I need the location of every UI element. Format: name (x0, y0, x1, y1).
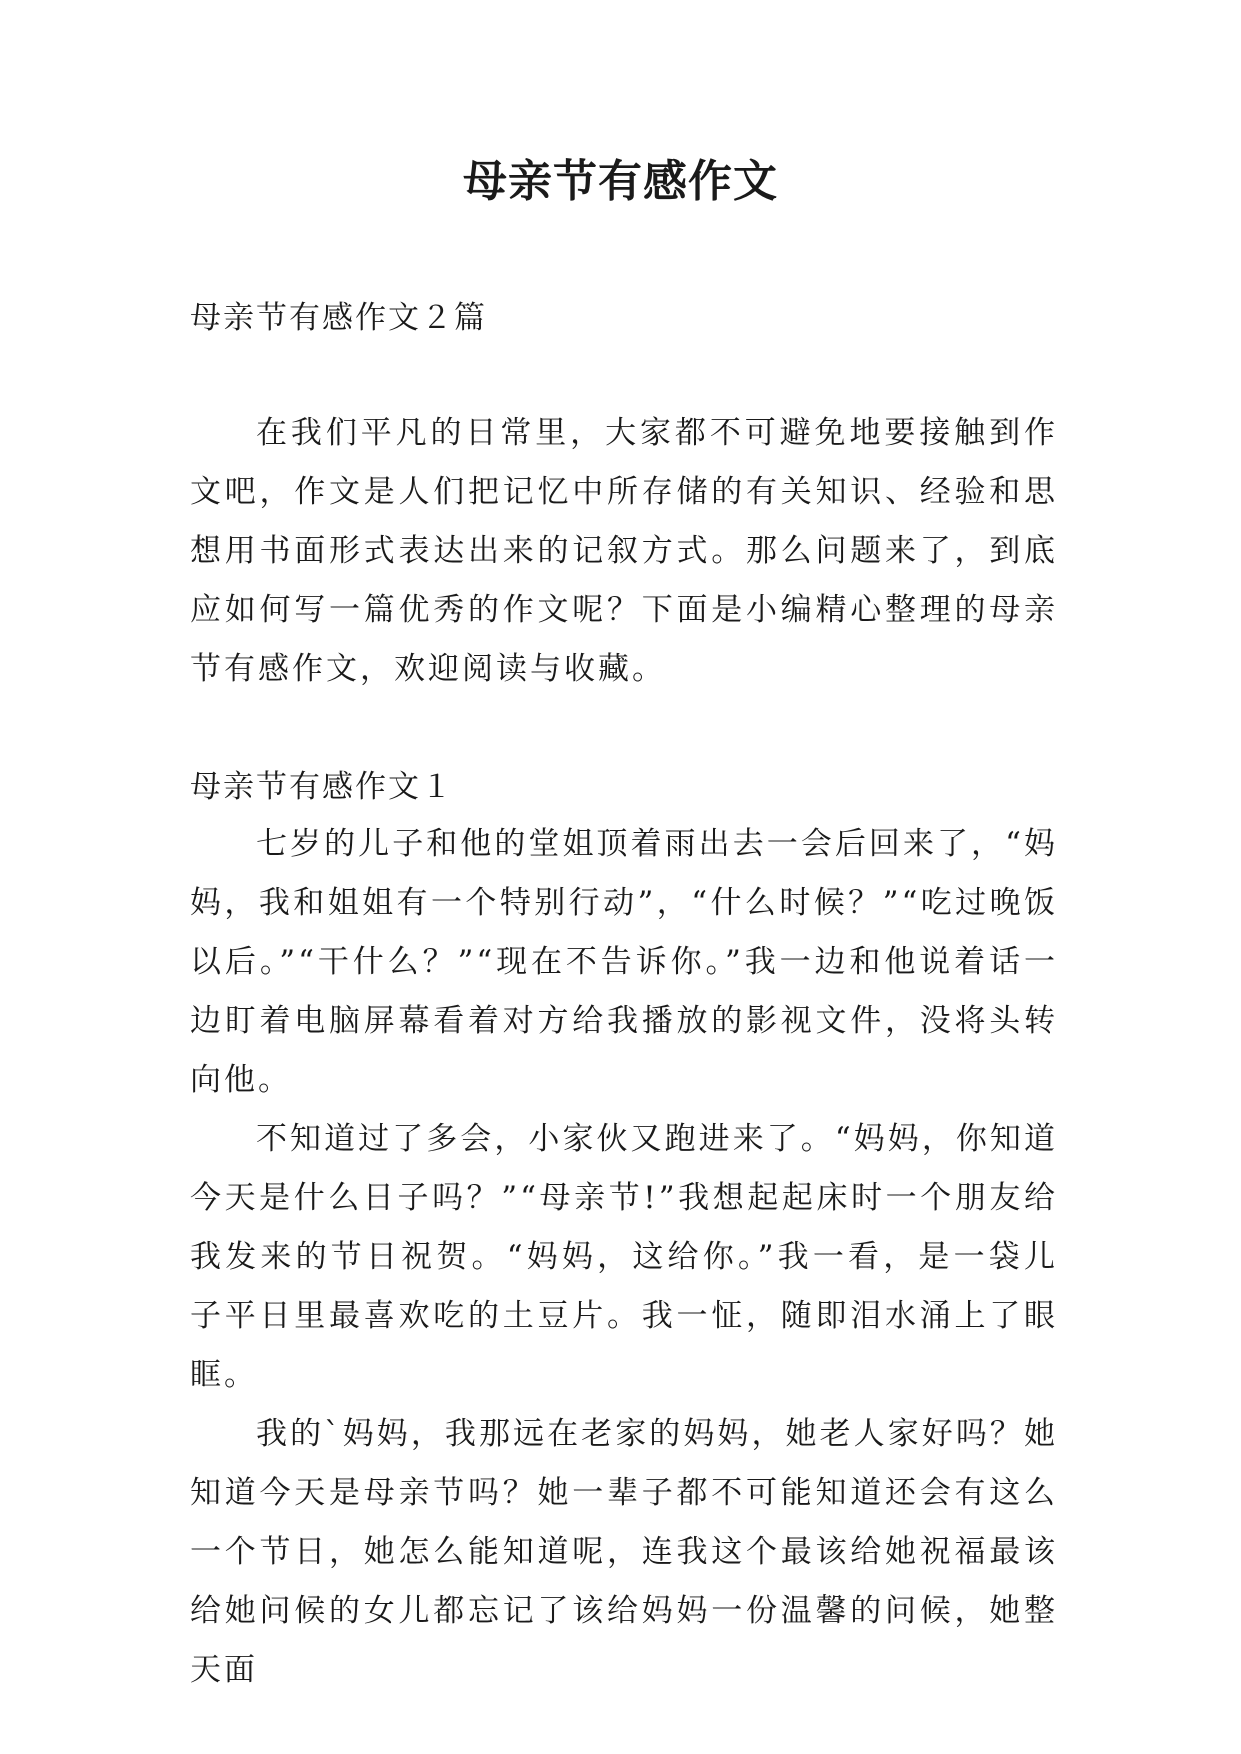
spacer (190, 346, 1058, 404)
body-paragraph: 不知道过了多会，小家伙又跑进来了。“妈妈，你知道今天是什么日子吗？”“母亲节!”我想起起床时一个朋友给我发来的节日祝贺。“妈妈，这给你。”我一看，是一袋儿子平日里最喜欢吃的土豆片。我一怔，随即泪水涌上了眼眶。 (190, 1121, 1058, 1393)
section-heading: 母亲节有感作文１ (190, 769, 454, 805)
document-body (190, 290, 1058, 1700)
spacer (190, 699, 1058, 759)
document-title: 母亲节有感作文 (463, 156, 778, 207)
body-paragraph: 七岁的儿子和他的堂姐顶着雨出去一会后回来了，“妈妈，我和姐姐有一个特别行动”，“什么时候？”“吃过晚饭以后。”“干什么？”“现在不告诉你。”我一边和他说着话一边盯着电脑屏幕看着对方给我播放的影视文件，没将头转向他。 (190, 826, 1058, 1098)
body-paragraph: 我的`妈妈，我那远在老家的妈妈，她老人家好吗？她知道今天是母亲节吗？她一辈子都不可能知道还会有这么一个节日，她怎么能知道呢，连我这个最该给她祝福最该给她问候的女儿都忘记了该给妈妈一份温馨的问候，她整天面 (190, 1416, 1058, 1688)
intro-paragraph: 在我们平凡的日常里，大家都不可避免地要接触到作文吧，作文是人们把记忆中所存储的有关知识、经验和思想用书面形式表达出来的记叙方式。那么问题来了，到底应如何写一篇优秀的作文呢？下面是小编精心整理的母亲节有感作文，欢迎阅读与收藏。 (190, 415, 1058, 687)
document-subtitle: 母亲节有感作文２篇 (190, 300, 487, 336)
